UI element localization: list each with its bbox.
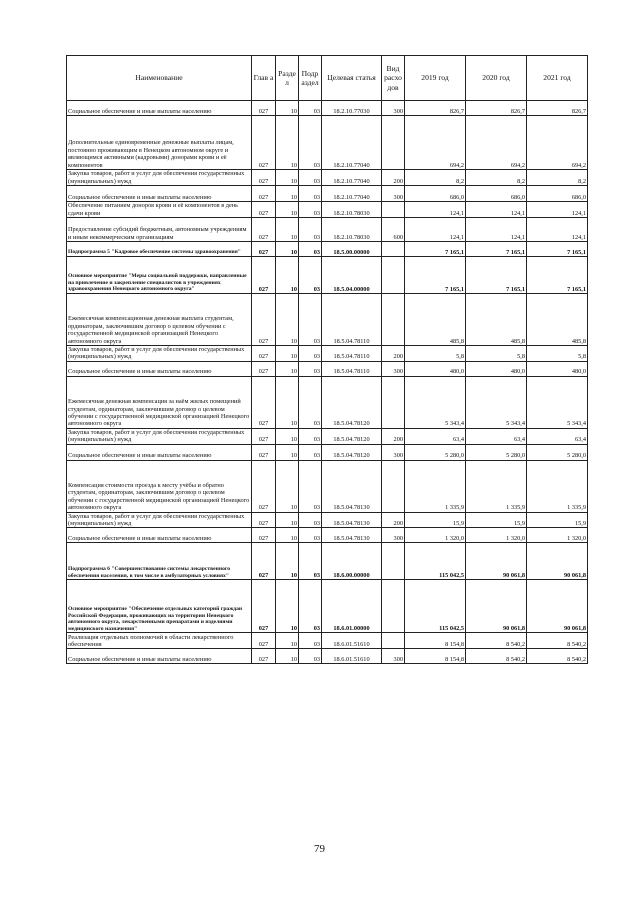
cell-podrazdel: 03 <box>299 633 322 649</box>
cell-2021: 5 343,4 <box>527 376 588 428</box>
cell-podrazdel: 03 <box>299 242 322 257</box>
cell-statya: 18.5.04.78120 <box>322 376 382 428</box>
cell-2020: 8,2 <box>466 170 527 186</box>
cell-2021: 485,8 <box>527 294 588 346</box>
cell-podrazdel: 03 <box>299 202 322 218</box>
cell-statya: 18.5.04.78120 <box>322 444 382 460</box>
cell-glava: 027 <box>252 460 276 512</box>
cell-name: Закупка товаров, работ и услуг для обеспечения государственных (муниципальных) нужд <box>67 170 252 186</box>
cell-vid: 200 <box>382 428 405 444</box>
cell-glava: 027 <box>252 361 276 376</box>
cell-razdel: 10 <box>276 170 299 186</box>
cell-statya: 18.2.10.77040 <box>322 186 382 202</box>
cell-2020: 90 061,8 <box>466 580 527 633</box>
cell-2019: 5,8 <box>405 346 466 362</box>
cell-podrazdel: 03 <box>299 170 322 186</box>
cell-statya: 18.6.01.51610 <box>322 649 382 664</box>
cell-statya: 18.2.10.78030 <box>322 218 382 242</box>
cell-vid: 200 <box>382 512 405 528</box>
cell-2019: 63,4 <box>405 428 466 444</box>
cell-razdel: 10 <box>276 361 299 376</box>
table-row <box>67 361 588 376</box>
cell-vid: 200 <box>382 346 405 362</box>
cell-glava: 027 <box>252 242 276 257</box>
cell-2019: 480,0 <box>405 361 466 376</box>
cell-2019: 115 042,5 <box>405 543 466 580</box>
cell-podrazdel: 03 <box>299 428 322 444</box>
cell-razdel: 10 <box>276 649 299 664</box>
cell-2021: 686,0 <box>527 186 588 202</box>
cell-name: Социальное обеспечение и иные выплаты населению <box>67 361 252 376</box>
cell-2020: 7 165,1 <box>466 242 527 257</box>
cell-name: Подпрограмма 6 "Совершенствование системы лекарственного обеспечения населения, в том числе в амбулаторных условиях" <box>67 543 252 580</box>
cell-statya: 18.5.04.78110 <box>322 361 382 376</box>
cell-razdel: 10 <box>276 346 299 362</box>
cell-2020: 480,0 <box>466 361 527 376</box>
cell-statya: 18.2.10.77030 <box>322 101 382 116</box>
cell-2020: 1 320,0 <box>466 528 527 543</box>
cell-2021: 90 061,8 <box>527 580 588 633</box>
cell-razdel: 10 <box>276 186 299 202</box>
cell-podrazdel: 03 <box>299 543 322 580</box>
cell-2019: 485,8 <box>405 294 466 346</box>
cell-glava: 027 <box>252 580 276 633</box>
cell-2020: 15,9 <box>466 512 527 528</box>
cell-2020: 694,2 <box>466 116 527 170</box>
cell-glava: 027 <box>252 116 276 170</box>
cell-razdel: 10 <box>276 460 299 512</box>
cell-razdel: 10 <box>276 543 299 580</box>
cell-vid: 300 <box>382 361 405 376</box>
table-row <box>67 633 588 649</box>
cell-vid <box>382 580 405 633</box>
cell-razdel: 10 <box>276 428 299 444</box>
cell-vid: 300 <box>382 444 405 460</box>
cell-name: Социальное обеспечение и иные выплаты населению <box>67 649 252 664</box>
cell-vid <box>382 460 405 512</box>
cell-name: Дополнительные единовременные денежные выплаты лицам, постоянно проживающим в Ненецком автономном округе и являющимся активными (кадровыми) донорами крови и её компонентов <box>67 116 252 170</box>
cell-2019: 686,0 <box>405 186 466 202</box>
cell-statya: 18.2.10.78030 <box>322 202 382 218</box>
cell-vid: 300 <box>382 649 405 664</box>
cell-2019: 115 042,5 <box>405 580 466 633</box>
cell-name: Социальное обеспечение и иные выплаты населению <box>67 444 252 460</box>
table-row <box>67 580 588 633</box>
cell-name: Реализация отдельных полномочий в области лекарственного обеспечения <box>67 633 252 649</box>
cell-glava: 027 <box>252 444 276 460</box>
cell-razdel: 10 <box>276 257 299 294</box>
cell-2021: 124,1 <box>527 218 588 242</box>
cell-razdel: 10 <box>276 116 299 170</box>
cell-glava: 027 <box>252 101 276 116</box>
cell-2020: 7 165,1 <box>466 257 527 294</box>
cell-razdel: 10 <box>276 376 299 428</box>
header-2019: 2019 год <box>405 56 466 101</box>
cell-statya: 18.5.00.00000 <box>322 242 382 257</box>
cell-statya: 18.5.04.78130 <box>322 512 382 528</box>
cell-podrazdel: 03 <box>299 294 322 346</box>
cell-2021: 124,1 <box>527 202 588 218</box>
cell-statya: 18.6.00.00000 <box>322 543 382 580</box>
cell-2021: 90 061,8 <box>527 543 588 580</box>
cell-statya: 18.5.04.78130 <box>322 460 382 512</box>
cell-razdel: 10 <box>276 512 299 528</box>
cell-vid: 300 <box>382 101 405 116</box>
table-row <box>67 428 588 444</box>
cell-name: Основное мероприятие "Обеспечение отдельных категорий граждан Российской Федерации, проживающих на территории Ненецкого автономного округа, лекарственными препаратами и изделиями медицинского назначения" <box>67 580 252 633</box>
cell-glava: 027 <box>252 428 276 444</box>
table-row <box>67 649 588 664</box>
cell-glava: 027 <box>252 376 276 428</box>
cell-2021: 8 540,2 <box>527 649 588 664</box>
cell-2020: 8 540,2 <box>466 649 527 664</box>
cell-vid <box>382 633 405 649</box>
cell-glava: 027 <box>252 170 276 186</box>
cell-2019: 8 154,8 <box>405 649 466 664</box>
cell-2019: 7 165,1 <box>405 257 466 294</box>
cell-statya: 18.5.04.78120 <box>322 428 382 444</box>
cell-2019: 5 280,0 <box>405 444 466 460</box>
cell-2020: 1 335,9 <box>466 460 527 512</box>
cell-2021: 826,7 <box>527 101 588 116</box>
table-row <box>67 294 588 346</box>
table-row <box>67 346 588 362</box>
table-row <box>67 170 588 186</box>
cell-2021: 8 540,2 <box>527 633 588 649</box>
header-vid: Вид расхо дов <box>382 56 405 101</box>
cell-2019: 8,2 <box>405 170 466 186</box>
cell-vid <box>382 376 405 428</box>
cell-glava: 027 <box>252 512 276 528</box>
cell-statya: 18.2.10.77040 <box>322 116 382 170</box>
cell-vid: 300 <box>382 186 405 202</box>
cell-2021: 15,9 <box>527 512 588 528</box>
cell-podrazdel: 03 <box>299 460 322 512</box>
cell-podrazdel: 03 <box>299 186 322 202</box>
cell-2019: 124,1 <box>405 218 466 242</box>
table-row <box>67 101 588 116</box>
cell-podrazdel: 03 <box>299 376 322 428</box>
cell-vid <box>382 543 405 580</box>
cell-2019: 1 335,9 <box>405 460 466 512</box>
cell-name: Социальное обеспечение и иные выплаты населению <box>67 528 252 543</box>
cell-name: Компенсация стоимости проезда к месту учёбы и обратно студентам, ординаторам, заключившим договор о целевом обучении с государственной медицинской организацией Ненецкого автономного округа <box>67 460 252 512</box>
cell-glava: 027 <box>252 218 276 242</box>
cell-razdel: 10 <box>276 444 299 460</box>
cell-podrazdel: 03 <box>299 346 322 362</box>
table-row <box>67 186 588 202</box>
cell-name: Ежемесячная компенсационная денежная выплата студентам, ординаторам, заключившим договор о целевом обучении с государственной медицинской организацией Ненецкого автономного округа <box>67 294 252 346</box>
cell-glava: 027 <box>252 543 276 580</box>
cell-statya: 18.5.04.78110 <box>322 346 382 362</box>
cell-name: Ежемесячная денежная компенсация за наём жилых помещений студентам, ординаторам, заключившим договор о целевом обучении с государственной медицинской организацией Ненецкого автономного округа <box>67 376 252 428</box>
cell-2020: 8 540,2 <box>466 633 527 649</box>
cell-razdel: 10 <box>276 580 299 633</box>
cell-2021: 63,4 <box>527 428 588 444</box>
cell-podrazdel: 03 <box>299 444 322 460</box>
cell-2021: 1 320,0 <box>527 528 588 543</box>
cell-name: Социальное обеспечение и иные выплаты населению <box>67 101 252 116</box>
cell-name: Закупка товаров, работ и услуг для обеспечения государственных (муниципальных) нужд <box>67 428 252 444</box>
header-name: Наименование <box>67 56 252 101</box>
cell-2021: 480,0 <box>527 361 588 376</box>
table-row <box>67 202 588 218</box>
header-podrazdel: Подр аздел <box>299 56 322 101</box>
header-2021: 2021 год <box>527 56 588 101</box>
cell-statya: 18.5.04.00000 <box>322 257 382 294</box>
cell-2021: 694,2 <box>527 116 588 170</box>
cell-2019: 1 320,0 <box>405 528 466 543</box>
cell-podrazdel: 03 <box>299 116 322 170</box>
cell-2020: 90 061,8 <box>466 543 527 580</box>
cell-podrazdel: 03 <box>299 218 322 242</box>
cell-name: Предоставление субсидий бюджетным, автономным учреждениям и иным некоммерческим организациям <box>67 218 252 242</box>
table-header-row <box>67 56 588 101</box>
table-row <box>67 444 588 460</box>
cell-glava: 027 <box>252 649 276 664</box>
cell-vid <box>382 202 405 218</box>
cell-glava: 027 <box>252 186 276 202</box>
cell-razdel: 10 <box>276 633 299 649</box>
cell-2021: 7 165,1 <box>527 242 588 257</box>
cell-2021: 8,2 <box>527 170 588 186</box>
cell-podrazdel: 03 <box>299 361 322 376</box>
cell-2019: 15,9 <box>405 512 466 528</box>
table-row <box>67 116 588 170</box>
cell-2020: 5 343,4 <box>466 376 527 428</box>
cell-2020: 485,8 <box>466 294 527 346</box>
header-razdel: Разде л <box>276 56 299 101</box>
cell-2019: 826,7 <box>405 101 466 116</box>
cell-name: Закупка товаров, работ и услуг для обеспечения государственных (муниципальных) нужд <box>67 512 252 528</box>
table-row <box>67 528 588 543</box>
cell-vid <box>382 116 405 170</box>
cell-name: Закупка товаров, работ и услуг для обеспечения государственных (муниципальных) нужд <box>67 346 252 362</box>
cell-2019: 124,1 <box>405 202 466 218</box>
cell-name: Обеспечение питанием доноров крови и её компонентов в день сдачи крови <box>67 202 252 218</box>
cell-vid <box>382 294 405 346</box>
cell-glava: 027 <box>252 633 276 649</box>
cell-2021: 1 335,9 <box>527 460 588 512</box>
cell-2020: 826,7 <box>466 101 527 116</box>
cell-glava: 027 <box>252 202 276 218</box>
cell-2020: 5,8 <box>466 346 527 362</box>
cell-razdel: 10 <box>276 101 299 116</box>
cell-name: Основное мероприятие "Меры социальной поддержки, направленные на привлечение и закрепление специалистов в учреждениях здравоохранения Ненецкого автономного округа" <box>67 257 252 294</box>
cell-2019: 694,2 <box>405 116 466 170</box>
table-row <box>67 512 588 528</box>
table-row <box>67 460 588 512</box>
cell-razdel: 10 <box>276 218 299 242</box>
cell-vid <box>382 257 405 294</box>
cell-statya: 18.6.01.51610 <box>322 633 382 649</box>
cell-vid: 200 <box>382 170 405 186</box>
cell-podrazdel: 03 <box>299 580 322 633</box>
cell-2020: 686,0 <box>466 186 527 202</box>
cell-glava: 027 <box>252 294 276 346</box>
cell-2020: 63,4 <box>466 428 527 444</box>
cell-name: Социальное обеспечение и иные выплаты населению <box>67 186 252 202</box>
cell-statya: 18.2.10.77040 <box>322 170 382 186</box>
cell-glava: 027 <box>252 257 276 294</box>
cell-podrazdel: 03 <box>299 649 322 664</box>
cell-razdel: 10 <box>276 242 299 257</box>
page-number: 79 <box>314 843 325 855</box>
cell-statya: 18.6.01.00000 <box>322 580 382 633</box>
cell-2021: 5 280,0 <box>527 444 588 460</box>
cell-2019: 5 343,4 <box>405 376 466 428</box>
cell-podrazdel: 03 <box>299 257 322 294</box>
cell-2020: 124,1 <box>466 218 527 242</box>
table-row <box>67 218 588 242</box>
cell-vid: 300 <box>382 528 405 543</box>
cell-glava: 027 <box>252 346 276 362</box>
table-row <box>67 257 588 294</box>
budget-table <box>66 55 588 664</box>
header-glava: Глав а <box>252 56 276 101</box>
header-statya: Целевая статья <box>322 56 382 101</box>
cell-vid: 600 <box>382 218 405 242</box>
cell-name: Подпрограмма 5 "Кадровое обеспечение системы здравоохранения" <box>67 242 252 257</box>
cell-2020: 124,1 <box>466 202 527 218</box>
cell-2020: 5 280,0 <box>466 444 527 460</box>
cell-2019: 8 154,8 <box>405 633 466 649</box>
cell-podrazdel: 03 <box>299 512 322 528</box>
cell-2021: 5,8 <box>527 346 588 362</box>
cell-podrazdel: 03 <box>299 101 322 116</box>
cell-razdel: 10 <box>276 528 299 543</box>
header-2020: 2020 год <box>466 56 527 101</box>
cell-statya: 18.5.04.78130 <box>322 528 382 543</box>
cell-podrazdel: 03 <box>299 528 322 543</box>
cell-2019: 7 165,1 <box>405 242 466 257</box>
cell-glava: 027 <box>252 528 276 543</box>
table-row <box>67 543 588 580</box>
cell-vid <box>382 242 405 257</box>
table-row <box>67 376 588 428</box>
cell-statya: 18.5.04.78110 <box>322 294 382 346</box>
table-row <box>67 242 588 257</box>
cell-razdel: 10 <box>276 294 299 346</box>
cell-razdel: 10 <box>276 202 299 218</box>
cell-2021: 7 165,1 <box>527 257 588 294</box>
